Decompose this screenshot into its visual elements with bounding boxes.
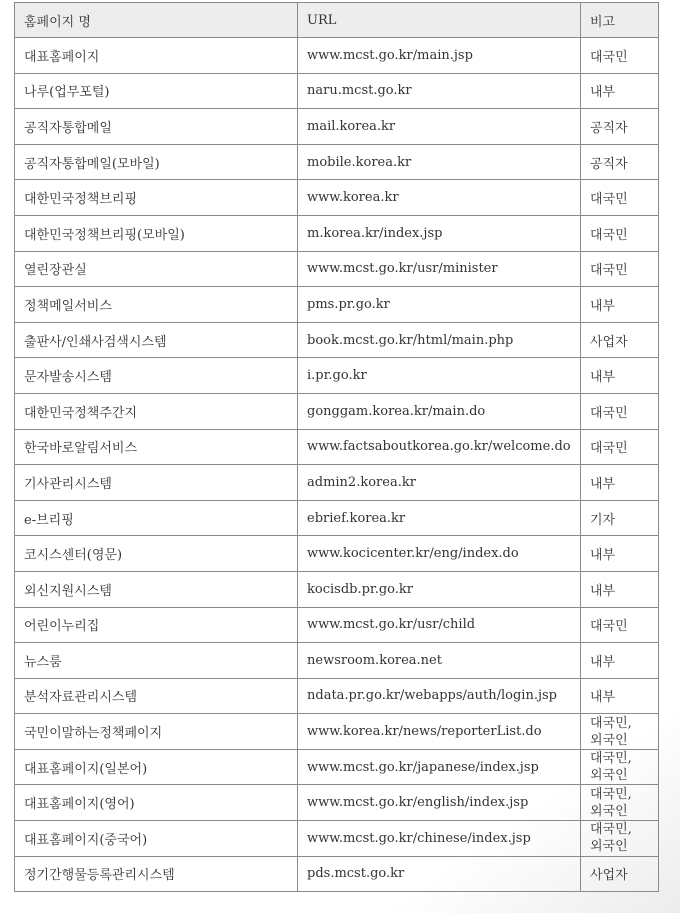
- note-line-1: 대국민,: [590, 822, 632, 838]
- note-cell: 대국민: [581, 180, 659, 216]
- url-cell: kocisdb.pr.go.kr: [298, 571, 581, 607]
- homepage-name-cell: 정기간행물등록관리시스템: [15, 856, 298, 892]
- note-cell: 공직자: [581, 109, 659, 145]
- note-cell: 대국민: [581, 393, 659, 429]
- homepage-name-cell: 대한민국정책브리핑(모바일): [15, 215, 298, 251]
- table-row: [15, 215, 659, 251]
- homepage-name-cell: 뉴스룸: [15, 643, 298, 679]
- table-row: [15, 571, 659, 607]
- url-cell: www.mcst.go.kr/usr/minister: [298, 251, 581, 287]
- url-cell: pds.mcst.go.kr: [298, 856, 581, 892]
- table-row: [15, 500, 659, 536]
- table-row: [15, 287, 659, 323]
- table-row: [15, 429, 659, 465]
- url-cell: mobile.korea.kr: [298, 144, 581, 180]
- homepage-name-cell: 대표홈페이지(일본어): [15, 749, 298, 785]
- note-cell: 기자: [581, 500, 659, 536]
- url-cell: www.factsaboutkorea.go.kr/welcome.do: [298, 429, 581, 465]
- table-row: [15, 714, 659, 750]
- note-line-1: 대국민,: [590, 751, 632, 767]
- url-cell: i.pr.go.kr: [298, 358, 581, 394]
- homepage-name-cell: 분석자료관리시스템: [15, 678, 298, 714]
- note-cell: 내부: [581, 73, 659, 109]
- homepage-name-cell: 나루(업무포털): [15, 73, 298, 109]
- note-cell: 대국민: [581, 251, 659, 287]
- table-row: [15, 358, 659, 394]
- table-header-row: [15, 3, 659, 38]
- url-cell: www.mcst.go.kr/chinese/index.jsp: [298, 821, 581, 857]
- note-cell: 내부: [581, 536, 659, 572]
- table-row: [15, 73, 659, 109]
- url-cell: newsroom.korea.net: [298, 643, 581, 679]
- url-cell: www.korea.kr: [298, 180, 581, 216]
- url-cell: ndata.pr.go.kr/webapps/auth/login.jsp: [298, 678, 581, 714]
- url-cell: mail.korea.kr: [298, 109, 581, 145]
- note-cell: 내부: [581, 678, 659, 714]
- table-row: [15, 678, 659, 714]
- table-row: [15, 180, 659, 216]
- homepage-name-cell: 문자발송시스템: [15, 358, 298, 394]
- table-row: [15, 465, 659, 501]
- table-row: [15, 109, 659, 145]
- homepage-name-cell: 외신지원시스템: [15, 571, 298, 607]
- note-cell: 내부: [581, 358, 659, 394]
- note-cell: 내부: [581, 287, 659, 323]
- table-row: [15, 856, 659, 892]
- url-cell: naru.mcst.go.kr: [298, 73, 581, 109]
- url-cell: www.korea.kr/news/reporterList.do: [298, 714, 581, 750]
- table-row: [15, 38, 659, 74]
- homepage-name-cell: 열린장관실: [15, 251, 298, 287]
- note-cell: 대국민: [581, 215, 659, 251]
- homepage-name-cell: 출판사/인쇄사검색시스템: [15, 322, 298, 358]
- header-homepage-name: 홈페이지 명: [15, 3, 298, 38]
- table-row: [15, 749, 659, 785]
- note-cell: 사업자: [581, 856, 659, 892]
- homepage-name-cell: 국민이말하는정책페이지: [15, 714, 298, 750]
- url-cell: gonggam.korea.kr/main.do: [298, 393, 581, 429]
- note-cell: 내부: [581, 571, 659, 607]
- table-row: [15, 643, 659, 679]
- note-cell: 대국민: [581, 38, 659, 74]
- note-line-1: 대국민,: [590, 786, 632, 802]
- header-note: 비고: [581, 3, 659, 38]
- homepage-name-cell: 코시스센터(영문): [15, 536, 298, 572]
- homepage-name-cell: e-브리핑: [15, 500, 298, 536]
- table-row: [15, 322, 659, 358]
- table-row: [15, 393, 659, 429]
- homepage-name-cell: 기사관리시스템: [15, 465, 298, 501]
- table-row: [15, 785, 659, 821]
- note-line-1: 대국민,: [590, 715, 632, 731]
- note-line-2: 외국인: [590, 768, 628, 784]
- homepage-name-cell: 대표홈페이지(중국어): [15, 821, 298, 857]
- homepage-name-cell: 대한민국정책브리핑: [15, 180, 298, 216]
- note-cell: 대국민: [581, 607, 659, 643]
- homepage-name-cell: 공직자통합메일(모바일): [15, 144, 298, 180]
- url-cell: pms.pr.go.kr: [298, 287, 581, 323]
- url-cell: admin2.korea.kr: [298, 465, 581, 501]
- note-cell: 대국민: [581, 429, 659, 465]
- url-cell: www.mcst.go.kr/usr/child: [298, 607, 581, 643]
- table-row: [15, 536, 659, 572]
- table-body: [15, 38, 659, 892]
- note-line-2: 외국인: [590, 732, 628, 748]
- url-cell: ebrief.korea.kr: [298, 500, 581, 536]
- note-cell: [581, 821, 659, 857]
- note-cell: 공직자: [581, 144, 659, 180]
- note-cell: 내부: [581, 465, 659, 501]
- url-cell: book.mcst.go.kr/html/main.php: [298, 322, 581, 358]
- homepage-name-cell: 대표홈페이지: [15, 38, 298, 74]
- note-cell: 내부: [581, 643, 659, 679]
- homepage-name-cell: 대한민국정책주간지: [15, 393, 298, 429]
- homepage-name-cell: 대표홈페이지(영어): [15, 785, 298, 821]
- url-cell: m.korea.kr/index.jsp: [298, 215, 581, 251]
- url-cell: www.mcst.go.kr/japanese/index.jsp: [298, 749, 581, 785]
- header-url: URL: [298, 3, 581, 38]
- homepage-name-cell: 정책메일서비스: [15, 287, 298, 323]
- homepage-name-cell: 어린이누리집: [15, 607, 298, 643]
- note-line-2: 외국인: [590, 803, 628, 819]
- table-row: [15, 251, 659, 287]
- note-line-2: 외국인: [590, 839, 628, 855]
- table-row: [15, 821, 659, 857]
- table-row: [15, 607, 659, 643]
- url-cell: www.mcst.go.kr/english/index.jsp: [298, 785, 581, 821]
- note-cell: 사업자: [581, 322, 659, 358]
- note-cell: [581, 749, 659, 785]
- homepage-table: [14, 2, 659, 892]
- homepage-name-cell: 공직자통합메일: [15, 109, 298, 145]
- url-cell: www.kocicenter.kr/eng/index.do: [298, 536, 581, 572]
- table-row: [15, 144, 659, 180]
- note-cell: [581, 714, 659, 750]
- homepage-name-cell: 한국바로알림서비스: [15, 429, 298, 465]
- url-cell: www.mcst.go.kr/main.jsp: [298, 38, 581, 74]
- note-cell: [581, 785, 659, 821]
